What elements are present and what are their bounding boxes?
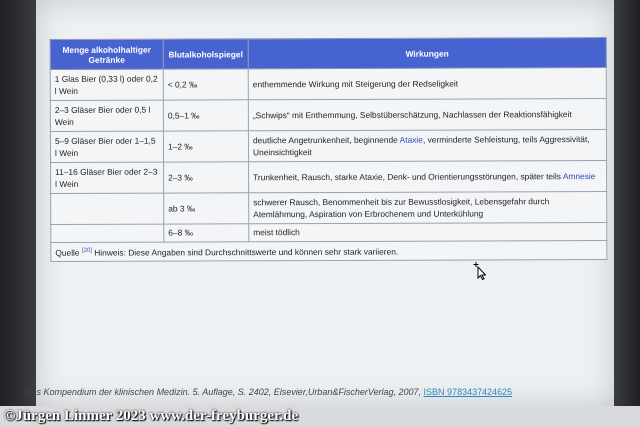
reference-link[interactable]: [20] (81, 247, 92, 254)
effect-text: , verminderte Sehleistung, teils Aggressivität, Uneinsichtigkeit (252, 133, 590, 158)
cell-level: 6–8 ‰ (164, 224, 249, 242)
cell-amount (51, 193, 164, 224)
source-label: Quelle (55, 247, 80, 258)
effect-text: Trunkenheit, Rausch, starke Ataxie, Denk- und Orientierungsstörungen, später teils (253, 170, 563, 183)
cell-amount (51, 224, 164, 242)
cell-level: 2–3 ‰ (164, 162, 249, 193)
cell-level: 1–2 ‰ (163, 131, 248, 162)
cell-effect (249, 161, 607, 193)
header-amount: Menge alkoholhaltiger Getränke (50, 39, 163, 69)
cell-effect: enthemmende Wirkung mit Steigerung der Redseligkeit (248, 68, 606, 100)
watermark-bar (0, 406, 640, 427)
header-effects: Wirkungen (248, 38, 606, 69)
citation-text: Das Kompendium der klinischen Medizin. 5. Auflage, S. 2402, Elsevier,Urban&FischerVerlag, 2007, (25, 387, 424, 397)
move-cursor-icon (472, 262, 486, 280)
cell-level: 0,5–1 ‰ (163, 100, 248, 131)
table-row (50, 130, 606, 163)
table-row (50, 68, 606, 101)
monitor-bezel-right (614, 0, 640, 406)
cell-effect: schwerer Rausch, Benommenheit bis zur Bewusstlosigkeit, Lebensgefahr durch Atemlähmung, Aspiration von Erbrochenem und Unterkühlung (249, 192, 607, 224)
cell-effect: „Schwips“ mit Enthemmung, Selbstüberschätzung, Nachlassen der Reaktionsfähigkeit (248, 99, 606, 131)
watermark: ©Jürgen Linmer 2023 www.der-freyburger.de (4, 408, 299, 424)
cell-effect: meist tödlich (249, 223, 607, 242)
ataxie-link[interactable]: Ataxie (399, 134, 423, 145)
cell-amount: 2–3 Gläser Bier oder 0,5 l Wein (50, 100, 163, 131)
table-header-row (50, 38, 606, 70)
hint-text: Hinweis: Diese Angaben sind Durchschnittswerte und können sehr stark variieren. (94, 246, 399, 258)
table-row (51, 192, 607, 225)
header-blood-level: Blutalkoholspiegel (163, 39, 248, 69)
cell-amount: 5–9 Gläser Bier oder 1–1,5 l Wein (50, 131, 163, 162)
table-footer-row (51, 241, 607, 262)
cell-effect (248, 130, 606, 162)
cell-level: < 0,2 ‰ (163, 69, 248, 100)
table-footer (51, 241, 607, 262)
table-row (50, 99, 606, 132)
cell-amount: 1 Glas Bier (0,33 l) oder 0,2 l Wein (50, 69, 163, 100)
table-row (51, 161, 607, 194)
screen (36, 0, 614, 406)
cell-amount: 11–16 Gläser Bier oder 2–3 l Wein (51, 162, 164, 193)
amnesie-link[interactable]: Amnesie (562, 170, 596, 181)
effect-text: deutliche Angetrunkenheit, beginnende (252, 134, 400, 145)
alcohol-effects-table (50, 37, 608, 262)
monitor-bezel-left (0, 0, 36, 406)
citation (25, 387, 512, 397)
isbn-link[interactable]: ISBN 9783437424625 (423, 387, 513, 397)
table-row (51, 223, 607, 243)
cell-level: ab 3 ‰ (164, 193, 249, 224)
